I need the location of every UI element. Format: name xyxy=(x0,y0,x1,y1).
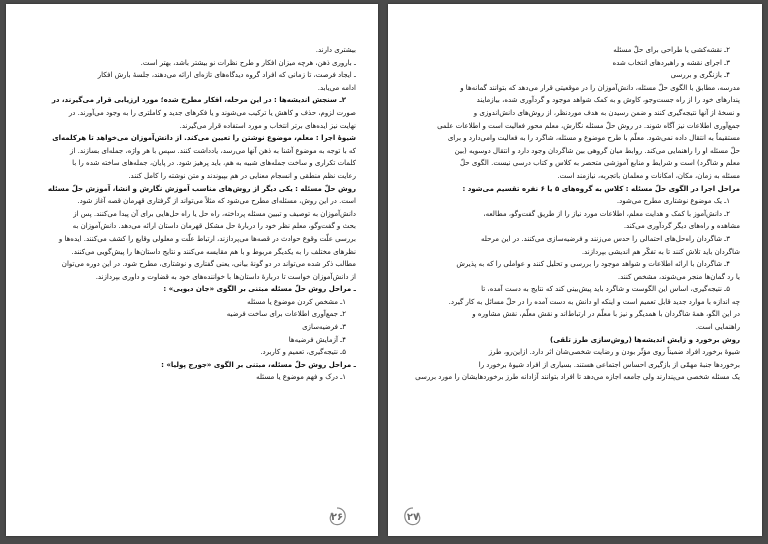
text-line: ادامه می‌یابد. xyxy=(317,83,356,92)
text-line: نهایت نیز ایده‌های برتر انتخاب و مورد استفاده قرار می‌گیرند. xyxy=(179,121,356,130)
text-line: ۱ـ مشخص کردن موضوع یا مسئله xyxy=(247,297,346,306)
text-line: دانش‌آموزان به توصیف و تبیین مسئله پرداخته، راه حل یا راه حل‌هایی برای آن پیدا می‌کنند. پس از xyxy=(73,209,356,218)
text-line: ۴ـ آزمایش فرضیه‌ها xyxy=(288,335,346,344)
text-line: جمع‌آوری اطلاعات نیز آگاه شوند. در روش حلّ مسئله نگارش، معلم محور فعالیت است و اطلاعات علمی xyxy=(437,121,740,130)
text-line: بحث و گفت‌وگو، معلم نظر خود را دربارهٔ حل مشکل قهرمان داستان ارائه می‌دهد. دانش‌آموزان به xyxy=(72,222,356,231)
left-page-text xyxy=(30,44,356,506)
text-line: ـ مراحل روش حلّ مسئله، مبتنی بر الگوی «جورج پولیا» : xyxy=(161,360,356,369)
text-line: ۳ـ فرضیه‌سازی xyxy=(302,323,346,332)
text-line: مسئله به زمان، مکان، امکانات و معلمان باتجربه، نیازمند است. xyxy=(557,171,740,180)
text-line: و نسخهٔ از آنها نتیجه‌گیری کنند و ضمن رسیدن به هدف موردنظر، از روش‌های دانش‌اندوزی و xyxy=(473,108,740,117)
text-line: ۲ـ جمع‌آوری اطلاعات برای ساخت فرضیه xyxy=(226,310,346,319)
text-line: ۴ـ شاگردان با ارائه اطلاعات و شواهد موجود را بررسی و تحلیل کنند و عواملی را که به پذیرش xyxy=(456,260,730,269)
text-line: معلم و شاگرد) است و شرایط و منابع آموزشی متحصر به کلاس و کتاب درسی نیست. الگوی حلّ xyxy=(459,159,740,168)
text-line: کلمات تکراری و ساخت جمله‌های شبیه به هم، باید پرهیز شود. در پایان، جمله‌های ساخته شده را با xyxy=(72,159,356,168)
text-line: چه اندازه با موارد جدید قابل تعمیم است و اینکه او دانش به دست آمده را در حلّ مسائل به کار گیرد. xyxy=(448,297,740,306)
text-line: ـ باروری ذهن، هرچه میزان افکار و طرح نظرات نو بیشتر باشد، بهتر است. xyxy=(140,58,356,67)
text-line: مدرسه، مطابق با الگوی حلّ مسئله، دانش‌آموزان را در موقعیتی قرار می‌دهد که بتوانند گمانه‌ها و xyxy=(460,83,740,92)
text-line: روش حلّ مسئله : یکی دیگر از روش‌های مناسب آموزش نگارش و انشا، آموزش حلّ مسئله xyxy=(47,184,356,193)
right-page-number xyxy=(402,506,424,528)
text-line: ۴ـ بازنگری و بررسی xyxy=(670,71,730,80)
text-line: بیشتری دارند. xyxy=(315,46,356,54)
text-line: است. در این روش، مسئله‌ای مطرح می‌شود که مثلاً می‌تواند از گرفتاری قهرمان قصه آغاز شود. xyxy=(77,197,356,206)
text-line: ۵ـ نتیجه‌گیری، تعمیم و کاربرد. xyxy=(260,348,346,357)
text-line: ۳ـ اجرای نقشه و راهبردهای انتخاب شده xyxy=(612,58,730,67)
text-line: پندارهای خود را از راه جست‌وجو، کاوش و به کمک شواهد موجود و گردآوری شده، بیازمایند xyxy=(476,96,740,105)
text-line: شیوهٔ اجرا : معلم، موضوع نوشتن را تعیین می‌کند. از دانش‌آموزان می‌خواهد تا هرکلمه‌ای xyxy=(52,134,356,143)
text-line: در این الگو، همهٔ شاگردان با همدیگر و نیز با معلّم در ارتباط‌اند و نقش معلّم، نقش مشاوره و xyxy=(472,310,740,319)
text-line: ۱ـ یک موضوع نوشتاری مطرح می‌شود. xyxy=(616,197,730,206)
text-line: ۲ـ نقشه‌کشی یا طراحی برای حلّ مسئله xyxy=(613,46,730,54)
text-line: ۵ـ نتیجه‌گیری، اساس این الگوست و شاگرد باید پیش‌بینی کند که نتایج به دست آمده، تا xyxy=(481,285,730,294)
left-page-number xyxy=(326,506,348,528)
text-line: ۱ـ درک و فهم موضوع یا مسئله xyxy=(256,373,346,382)
text-line: نظرهای مختلف را به یکدیگر مربوط و با هم مقایسه می‌کنند و نتایج داستان‌ها را پیش‌گویی می‌کنند. xyxy=(71,247,356,256)
text-line: ۲ـ دانش‌آموز با کمک و هدایت معلم، اطلاعات مورد نیاز را از طریق گفت‌وگو، مطالعه، xyxy=(483,209,730,218)
text-line: ۲ـ سنجش اندیشه‌ها : در این مرحله، افکار مطرح شده؛ مورد ارزیابی قرار می‌گیرند، در xyxy=(51,96,346,105)
right-page xyxy=(388,4,762,536)
text-line: مراحل اجرا در الگوی حلّ مسئله : کلاس به گروه‌های ۵ یا ۶ نفره تقسیم می‌شود : xyxy=(462,184,740,193)
text-line: روش برخورد و زایش اندیشه‌ها (روش‌سازی طرز تلقی) xyxy=(550,335,740,344)
text-line: از دانش‌آموزان خواست تا دربارهٔ داستان‌ها با خواننده‌های خود به قضاوت و داوری بپردازند. xyxy=(95,272,356,281)
text-line: برخوردها جنبهٔ مهمّی از بازگیری احساس اجتماعی هستند. بسیاری از افراد شیوهٔ برخورد را xyxy=(478,360,740,369)
text-line: رعایت نظم منطقی و انسجام معنایی در هم بپیوندند و متن نوشته را کامل کنند. xyxy=(128,171,356,180)
text-line: شیوهٔ برخورد افراد ضمیناً روی مؤثّر بودن و رضایت شخصی‌شان اثر دارد. ازاین‌رو، طرز xyxy=(488,348,740,357)
text-line: مطالب ذکر شده می‌تواند در دو گونهٔ بیانی، یعنی گفتاری و نوشتاری، مطرح شود. در این دوره می‌توان xyxy=(61,260,356,269)
text-line: مستقیماً به انتقال داده نمی‌شود. معلّم با طرح موضوع و مسئله، شاگرد را به فعالیت وامی‌دارد و برای xyxy=(447,134,740,143)
right-page-number-text: ۲۷ xyxy=(406,511,420,523)
text-line: مشاهده و راه‌های دیگر گردآوری می‌کند. xyxy=(623,222,740,231)
text-line: راهنمایی است. xyxy=(695,323,740,332)
text-line: صورت لزوم، حذف و کاهش یا ترکیب می‌شوند و یا فکرهای جدید و کاملتری را به وجود می‌آورند. در xyxy=(68,108,356,117)
text-line: حلّ مسئله او را راهنمایی می‌کند. روابط میان گروهی بین شاگردان وجود دارد و انتقال دوسویه (بین xyxy=(454,146,740,155)
text-line: ـ ایجاد فرصت، تا زمانی که افراد گروه دیدگاه‌های تازه‌ای ارائه می‌دهند، جلسهٔ بارش افکار xyxy=(97,71,356,80)
text-line: ـ مراحل روش حلّ مسئله مبتنی بر الگوی «جان دیویی» : xyxy=(163,285,356,294)
left-page-number-text: ۲۶ xyxy=(330,511,344,523)
text-line: شاگردان باید تلاش کنند تا به تفکّر هم اندیشی بپردازند. xyxy=(581,247,740,256)
text-line: یا رد گمان‌ها منجر می‌شوند، مشخص کنند. xyxy=(617,272,740,281)
text-line: ۳ـ شاگردان راه‌حل‌های احتمالی را حدس می‌زنند و فرضیه‌سازی می‌کنند. در این مرحله xyxy=(481,234,730,243)
right-page-text xyxy=(412,44,740,506)
text-line: بررسی علّت وقوع حوادث در قصه‌ها می‌پردازند، ارتباط علّت و معلولی وقایع را کشف می‌کنند. ایده‌ها و xyxy=(58,234,356,243)
left-page xyxy=(6,4,378,536)
text-line: یک مسئله شخصی می‌پندارند ولی جامعه اجازه می‌دهد تا افراد بتوانند آزادانه طرز برخوردهایشان را مورد بررسی xyxy=(415,373,740,382)
text-line: که با توجه به موضوع آشنا به ذهن آنها می‌رسد، یادداشت کنند. سپس با هر واژه، جمله‌ای بسازند. از xyxy=(70,146,356,155)
